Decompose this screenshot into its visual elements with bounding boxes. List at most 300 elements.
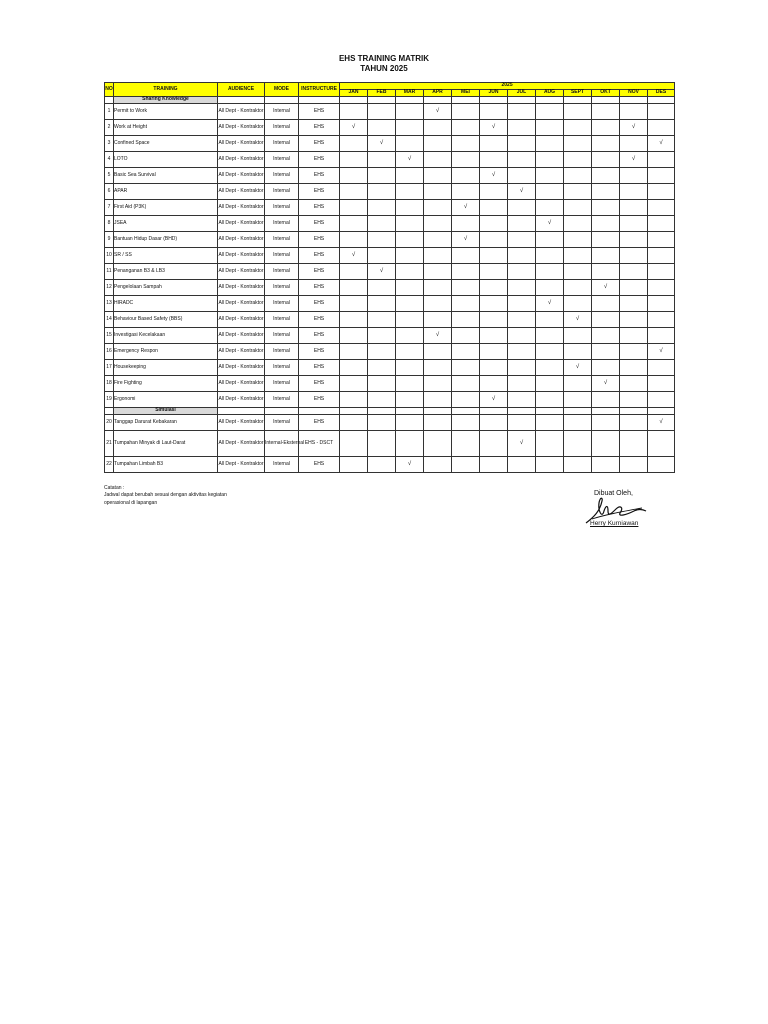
month-cell [424,248,452,264]
section-empty-cell [648,97,675,104]
instructure-cell: EHS [299,360,340,376]
month-cell [620,200,648,216]
check-mark: √ [592,376,620,392]
check-mark: √ [340,120,368,136]
check-mark: √ [648,136,675,152]
row-number: 17 [105,360,114,376]
month-cell [368,296,396,312]
month-cell [452,431,480,457]
month-cell [620,136,648,152]
signature-block [580,488,660,533]
table-row [105,360,675,376]
audience-cell: All Dept - Kontraktor [218,312,265,328]
month-cell [564,168,592,184]
header-month-aug: AUG [536,90,564,97]
month-cell [536,280,564,296]
month-cell [340,392,368,408]
month-cell [648,264,675,280]
section-empty-cell [480,408,508,415]
section-empty-cell [452,408,480,415]
section-empty-cell [105,408,114,415]
month-cell [340,328,368,344]
month-cell [508,415,536,431]
month-cell [536,415,564,431]
mode-cell: Internal [265,360,299,376]
audience-cell: All Dept - Kontraktor [218,200,265,216]
mode-cell: Internal [265,184,299,200]
month-cell [480,200,508,216]
month-cell [592,136,620,152]
month-cell [508,168,536,184]
training-name: Confined Space [114,136,218,152]
row-number: 4 [105,152,114,168]
check-mark: √ [620,120,648,136]
table-row [105,200,675,216]
month-cell [340,136,368,152]
month-cell [620,104,648,120]
month-cell [564,232,592,248]
audience-cell: All Dept - Kontraktor [218,168,265,184]
month-cell [480,344,508,360]
training-name: Basic Sea Survival [114,168,218,184]
audience-cell: All Dept - Kontraktor [218,392,265,408]
training-name: Ergonomi [114,392,218,408]
month-cell [592,360,620,376]
check-mark: √ [480,392,508,408]
month-cell [536,232,564,248]
audience-cell: All Dept - Kontraktor [218,344,265,360]
month-cell [536,152,564,168]
check-mark: √ [424,328,452,344]
section-empty-cell [508,97,536,104]
mode-cell: Internal [265,280,299,296]
month-cell [536,376,564,392]
month-cell [592,457,620,473]
instructure-cell: EHS [299,200,340,216]
header-month-mar: MAR [396,90,424,97]
instructure-cell: EHS [299,232,340,248]
month-cell [620,457,648,473]
header-month-jul: JUL [508,90,536,97]
mode-cell: Internal [265,232,299,248]
row-number: 11 [105,264,114,280]
month-cell [620,296,648,312]
audience-cell: All Dept - Kontraktor [218,152,265,168]
month-cell [536,457,564,473]
month-cell [368,232,396,248]
month-cell [648,392,675,408]
mode-cell: Internal [265,392,299,408]
audience-cell: All Dept - Kontraktor [218,296,265,312]
month-cell [480,232,508,248]
month-cell [508,200,536,216]
notes-line-2: operasional di lapangan [104,499,158,506]
notes-heading: Catatan : [104,485,125,491]
header-month-des: DES [648,90,675,97]
header-month-jun: JUN [480,90,508,97]
month-cell [340,431,368,457]
month-cell [340,280,368,296]
month-cell [340,104,368,120]
training-name: Penanganan B3 & LB3 [114,264,218,280]
month-cell [396,344,424,360]
month-cell [452,376,480,392]
table-row [105,376,675,392]
month-cell [620,216,648,232]
row-number: 3 [105,136,114,152]
row-number: 13 [105,296,114,312]
month-cell [536,431,564,457]
month-cell [424,415,452,431]
instructure-cell: EHS [299,248,340,264]
header-training: TRAINING [114,83,218,97]
instructure-cell: EHS [299,312,340,328]
month-cell [452,264,480,280]
section-empty-cell [592,408,620,415]
month-cell [368,376,396,392]
instructure-cell: EHS [299,264,340,280]
month-cell [620,431,648,457]
instructure-cell: EHS [299,328,340,344]
row-number: 9 [105,232,114,248]
section-empty-cell [218,408,265,415]
month-cell [480,415,508,431]
check-mark: √ [424,104,452,120]
month-cell [424,264,452,280]
audience-cell: All Dept - Kontraktor [218,280,265,296]
month-cell [424,360,452,376]
month-cell [508,312,536,328]
section-empty-cell [340,408,368,415]
header-year: 2025 [340,83,675,90]
month-cell [648,248,675,264]
month-cell [452,184,480,200]
check-mark: √ [452,232,480,248]
mode-cell: Internal [265,136,299,152]
month-cell [452,415,480,431]
table-row [105,280,675,296]
month-cell [396,392,424,408]
month-cell [368,184,396,200]
audience-cell: All Dept - Kontraktor [218,120,265,136]
month-cell [508,104,536,120]
month-cell [508,280,536,296]
mode-cell: Internal [265,415,299,431]
month-cell [508,232,536,248]
table-row [105,120,675,136]
instructure-cell: EHS [299,136,340,152]
row-number: 10 [105,248,114,264]
month-cell [424,344,452,360]
training-name: LOTO [114,152,218,168]
check-mark: √ [564,312,592,328]
month-cell [508,264,536,280]
month-cell [620,264,648,280]
month-cell [620,376,648,392]
month-cell [396,431,424,457]
month-cell [424,184,452,200]
section-empty-cell [218,97,265,104]
month-cell [340,152,368,168]
month-cell [340,415,368,431]
instructure-cell: EHS [299,296,340,312]
month-cell [508,376,536,392]
month-cell [396,328,424,344]
audience-cell: All Dept - Kontraktor [218,184,265,200]
month-cell [536,184,564,200]
audience-cell: All Dept - Kontraktor [218,232,265,248]
month-cell [424,376,452,392]
check-mark: √ [564,360,592,376]
instructure-cell: EHS [299,168,340,184]
header-month-apr: APR [424,90,452,97]
month-cell [396,120,424,136]
row-number: 8 [105,216,114,232]
month-cell [452,312,480,328]
section-empty-cell [508,408,536,415]
month-cell [564,200,592,216]
mode-cell: Internal [265,264,299,280]
instructure-cell: EHS [299,344,340,360]
month-cell [480,248,508,264]
month-cell [424,392,452,408]
instructure-cell: EHS [299,104,340,120]
month-cell [452,216,480,232]
month-cell [452,360,480,376]
month-cell [480,431,508,457]
audience-cell: All Dept - Kontraktor [218,104,265,120]
month-cell [592,264,620,280]
row-number: 7 [105,200,114,216]
header-month-feb: FEB [368,90,396,97]
month-cell [592,232,620,248]
mode-cell: Internal-Eksternal [265,431,299,457]
audience-cell: All Dept - Kontraktor [218,248,265,264]
month-cell [592,296,620,312]
section-empty-cell [396,97,424,104]
month-cell [620,248,648,264]
row-number: 16 [105,344,114,360]
mode-cell: Internal [265,344,299,360]
audience-cell: All Dept - Kontraktor [218,360,265,376]
training-name: Housekeeping [114,360,218,376]
month-cell [508,248,536,264]
check-mark: √ [508,184,536,200]
month-cell [368,152,396,168]
month-cell [620,184,648,200]
section-empty-cell [105,97,114,104]
section-empty-cell [265,408,299,415]
month-cell [340,344,368,360]
month-cell [480,360,508,376]
check-mark: √ [508,431,536,457]
month-cell [340,296,368,312]
month-cell [480,184,508,200]
table-row [105,104,675,120]
month-cell [620,344,648,360]
month-cell [340,457,368,473]
section-label: Simulasi [114,408,218,415]
month-cell [508,216,536,232]
month-cell [564,264,592,280]
table-row [105,232,675,248]
section-empty-cell [480,97,508,104]
month-cell [508,457,536,473]
month-cell [480,457,508,473]
month-cell [368,392,396,408]
month-cell [564,296,592,312]
month-cell [368,168,396,184]
month-cell [648,120,675,136]
month-cell [368,200,396,216]
mode-cell: Internal [265,248,299,264]
month-cell [620,232,648,248]
month-cell [452,104,480,120]
training-name: HIRADC [114,296,218,312]
month-cell [340,168,368,184]
section-empty-cell [299,97,340,104]
month-cell [648,184,675,200]
training-name: Fire Fighting [114,376,218,392]
mode-cell: Internal [265,376,299,392]
month-cell [340,264,368,280]
section-empty-cell [340,97,368,104]
signature-label: Dibuat Oleh, [594,490,633,497]
instructure-cell: EHS [299,184,340,200]
month-cell [480,328,508,344]
audience-cell: All Dept - Kontraktor [218,457,265,473]
month-cell [508,328,536,344]
table-row [105,344,675,360]
month-cell [648,152,675,168]
row-number: 20 [105,415,114,431]
month-cell [480,376,508,392]
header-no: NO [105,83,114,97]
month-cell [648,280,675,296]
audience-cell: All Dept - Kontraktor [218,376,265,392]
month-cell [564,184,592,200]
table-row [105,431,675,457]
month-cell [620,360,648,376]
section-empty-cell [368,97,396,104]
month-cell [424,280,452,296]
month-cell [536,104,564,120]
table-row [105,152,675,168]
training-matrix-table [104,82,675,473]
check-mark: √ [592,280,620,296]
check-mark: √ [340,248,368,264]
month-cell [452,344,480,360]
header-instructure: INSTRUCTURE [299,83,340,97]
month-cell [564,344,592,360]
month-cell [480,152,508,168]
row-number: 15 [105,328,114,344]
table-row [105,184,675,200]
table-row [105,392,675,408]
month-cell [396,136,424,152]
training-name: SR / SS [114,248,218,264]
instructure-cell: EHS [299,152,340,168]
month-cell [368,248,396,264]
month-cell [424,457,452,473]
month-cell [508,120,536,136]
month-cell [340,232,368,248]
row-number: 6 [105,184,114,200]
month-cell [592,328,620,344]
month-cell [424,216,452,232]
month-cell [452,280,480,296]
month-cell [536,344,564,360]
section-row [105,408,675,415]
month-cell [480,264,508,280]
month-cell [620,280,648,296]
check-mark: √ [368,264,396,280]
month-cell [536,136,564,152]
check-mark: √ [480,168,508,184]
month-cell [480,216,508,232]
training-name: JSEA [114,216,218,232]
check-mark: √ [536,216,564,232]
month-cell [564,415,592,431]
month-cell [648,200,675,216]
table-row [105,248,675,264]
month-cell [480,136,508,152]
mode-cell: Internal [265,457,299,473]
document-title: EHS TRAINING MATRIK [338,54,430,63]
instructure-cell: EHS [299,216,340,232]
mode-cell: Internal [265,328,299,344]
month-cell [648,104,675,120]
month-cell [340,216,368,232]
section-empty-cell [648,408,675,415]
audience-cell: All Dept - Kontraktor [218,415,265,431]
month-cell [592,104,620,120]
month-cell [564,216,592,232]
notes-block [104,485,227,507]
check-mark: √ [368,136,396,152]
table-row [105,136,675,152]
month-cell [340,200,368,216]
month-cell [648,312,675,328]
mode-cell: Internal [265,312,299,328]
month-cell [564,136,592,152]
month-cell [536,312,564,328]
month-cell [508,360,536,376]
month-cell [424,136,452,152]
table-row [105,216,675,232]
month-cell [368,312,396,328]
month-cell [424,152,452,168]
table-row [105,415,675,431]
check-mark: √ [452,200,480,216]
month-cell [452,168,480,184]
row-number: 2 [105,120,114,136]
mode-cell: Internal [265,200,299,216]
month-cell [396,168,424,184]
month-cell [396,312,424,328]
section-empty-cell [592,97,620,104]
audience-cell: All Dept - Kontraktor [218,264,265,280]
month-cell [564,457,592,473]
header-month-mei: MEI [452,90,480,97]
month-cell [368,415,396,431]
month-cell [424,312,452,328]
training-name: First Aid (P3K) [114,200,218,216]
month-cell [564,376,592,392]
month-cell [368,120,396,136]
instructure-cell: EHS - DSCT [299,431,340,457]
signature-name: Herry Kurniawan [590,520,639,527]
